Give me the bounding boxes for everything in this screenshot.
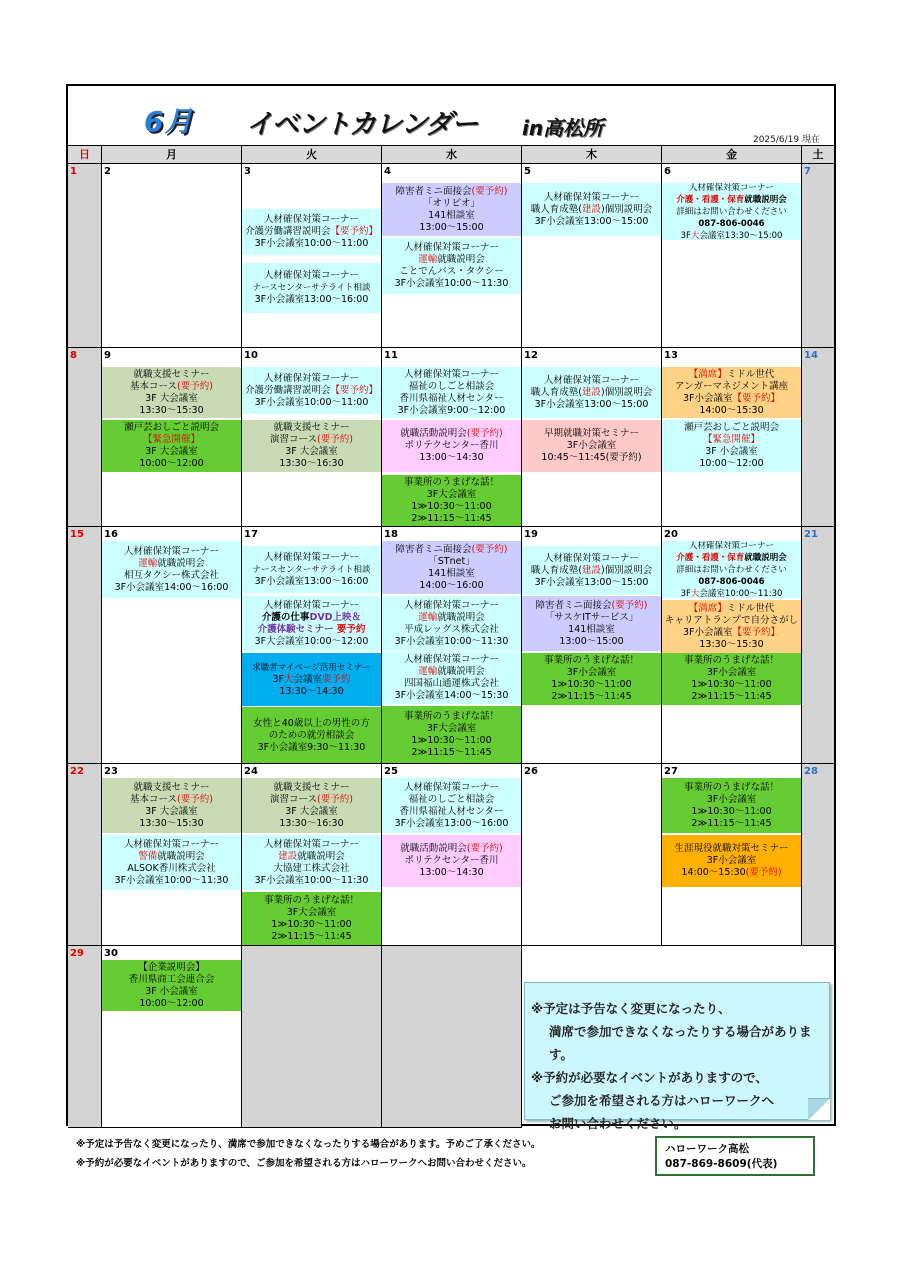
event-line: 3F 小会議室 xyxy=(705,446,758,457)
event-line: 13:00～14:30 xyxy=(419,867,484,878)
event-block xyxy=(102,778,241,833)
day-cell-10 xyxy=(242,348,382,527)
event-line: 事業所のうまげな話！ xyxy=(543,655,639,666)
event-line: 087-806-0046 xyxy=(698,218,765,229)
event-line: 1≫10:30～11:00 xyxy=(411,735,492,746)
day-cell-1 xyxy=(68,164,102,348)
event-line: 3F大会議室10:00～12:00 xyxy=(254,635,369,647)
event-line: 3F小会議室13:00～16:00 xyxy=(254,294,369,305)
event-block xyxy=(382,238,521,294)
event-line: 141相談室 xyxy=(568,623,615,635)
day-number: 24 xyxy=(244,766,258,777)
event-block xyxy=(382,706,521,764)
event-line: 運輸就職説明会 xyxy=(418,666,485,677)
footer-note: ※予約が必要なイベントがありますので、ご参加を希望される方はハローワークへお問い合わせください。 xyxy=(76,1158,532,1169)
title-month: 6月 xyxy=(144,105,194,138)
event-line: 1≫10:30～11:00 xyxy=(271,918,352,930)
day-cell-7 xyxy=(802,164,834,348)
day-cell-29 xyxy=(68,946,102,1128)
event-block xyxy=(102,960,241,1011)
event-line: 13:30～16:30 xyxy=(279,458,344,469)
calendar-frame xyxy=(66,84,836,1126)
event-line: 3F小会議室13:00～16:00 xyxy=(394,817,509,829)
event-line: 3F小会議室13:00～15:00 xyxy=(534,576,649,588)
day-number: 4 xyxy=(384,166,391,177)
day-number: 3 xyxy=(244,166,251,177)
day-number: 12 xyxy=(524,350,538,361)
day-cell-8 xyxy=(68,348,102,527)
event-block xyxy=(242,778,381,833)
event-line: 就職活動説明会(要予約) xyxy=(400,428,503,439)
notice-line: ご参加を希望される方はハローワークへ xyxy=(549,1093,775,1108)
event-line: 就職支援セミナー xyxy=(133,781,210,793)
event-line: 2≫11:15～11:45 xyxy=(411,747,492,758)
day-cell-6 xyxy=(662,164,802,348)
event-block xyxy=(242,653,381,706)
event-line: 人材確保対策コーナー xyxy=(263,270,359,281)
day-cell-14 xyxy=(802,348,834,527)
day-cell-9 xyxy=(102,348,242,527)
event-line: 人材確保対策コーナー xyxy=(123,838,219,850)
day-cell-19 xyxy=(522,527,662,764)
event-block xyxy=(382,541,521,594)
event-line: 3F小会議室 xyxy=(566,667,617,678)
event-line: 介護・看護・保育就職説明会 xyxy=(676,552,787,563)
event-line: 2≫11:15～11:45 xyxy=(271,930,352,942)
event-line: 介護体験セミナー 要予約 xyxy=(257,623,366,635)
event-line: 141相談室 xyxy=(428,567,475,579)
notice-line: お問い合わせください。 xyxy=(549,1116,687,1131)
event-line: 事業所のうまげな話！ xyxy=(683,781,779,793)
event-line: 基本コース(要予約) xyxy=(130,380,213,392)
day-cell-12 xyxy=(522,348,662,527)
notice-line: ※予定は予告なく変更になったり、 xyxy=(531,1001,731,1016)
event-block xyxy=(242,209,381,255)
event-block xyxy=(242,546,381,593)
event-line: 3F小会議室13:00～15:00 xyxy=(534,398,649,410)
event-line: 人材確保対策コーナー xyxy=(123,545,219,557)
day-number: 10 xyxy=(244,350,258,361)
event-line: 3F大会議室 xyxy=(286,906,337,918)
day-number: 17 xyxy=(244,529,258,540)
day-cell-11 xyxy=(382,348,522,527)
day-cell-27 xyxy=(662,764,802,946)
day-of-week-1: 月 xyxy=(102,146,242,164)
event-line: 事業所のうまげな話！ xyxy=(403,477,499,488)
event-line: 2≫11:15～11:45 xyxy=(411,513,492,524)
event-line: 1≫10:30～11:00 xyxy=(551,679,632,690)
event-line: 13:30～14:30 xyxy=(279,685,344,697)
event-line: 詳細はお問い合わせください xyxy=(676,206,787,217)
footer-note: ※予定は予告なく変更になったり、満席で参加できなくなったりする場合があります。予めご了承ください。 xyxy=(76,1139,541,1150)
event-line: 人材確保対策コーナー xyxy=(263,214,359,225)
title-row xyxy=(68,86,834,146)
day-number: 26 xyxy=(524,766,538,777)
event-line: 【満席】ミドル世代 xyxy=(688,368,775,380)
event-line: 女性と40歳以上の男性の方 xyxy=(253,717,370,729)
event-line: 13:30～15:30 xyxy=(139,404,204,416)
office-name: ハローワーク高松 xyxy=(665,1143,749,1155)
event-line: 3F大会議室要予約 xyxy=(272,673,351,685)
title-place: in高松所 xyxy=(522,116,604,140)
day-of-week-2: 火 xyxy=(242,146,382,164)
event-line: ナースセンターサテライト相談 xyxy=(252,283,371,293)
event-line: 人材確保対策コーナー xyxy=(688,183,774,193)
event-line: 3F小会議室 xyxy=(706,667,757,678)
event-block xyxy=(522,183,661,236)
day-cell-17 xyxy=(242,527,382,764)
event-line: 3F大会議室 xyxy=(426,489,477,500)
event-line: 事業所のうまげな話！ xyxy=(263,894,359,906)
event-block xyxy=(662,367,801,418)
day-number: 14 xyxy=(804,350,818,361)
event-line: 3F 小会議室 xyxy=(145,985,198,997)
event-line: 1≫10:30～11:00 xyxy=(411,501,492,512)
event-line: 3F 大会議室 xyxy=(145,392,198,404)
event-line: 運輸就職説明会 xyxy=(418,254,485,265)
event-line: 3F 大会議室 xyxy=(285,805,338,817)
event-line: 警備就職説明会 xyxy=(138,850,205,862)
event-line: 3F小会議室 xyxy=(566,440,617,451)
event-line: 13:00～15:00 xyxy=(559,635,624,647)
event-line: 瀬戸芸おしごと説明会 xyxy=(683,422,779,433)
event-line: 香川県商工会連合会 xyxy=(128,973,215,985)
event-line: 障害者ミニ面接会(要予約) xyxy=(535,599,648,611)
day-of-week-header xyxy=(68,146,834,164)
day-number: 16 xyxy=(104,529,118,540)
event-line: 3F小会議室10:00～11:00 xyxy=(254,396,369,408)
event-line: 【緊急開催】 xyxy=(142,434,200,445)
event-line: 10:00～12:00 xyxy=(699,458,764,469)
event-line: 3F小会議室【要予約】 xyxy=(682,626,781,638)
event-block xyxy=(382,367,521,418)
day-cell-21 xyxy=(802,527,834,764)
event-line: 2≫11:15～11:45 xyxy=(691,817,772,829)
day-number: 25 xyxy=(384,766,398,777)
event-line: 人材確保対策コーナー xyxy=(263,372,359,384)
event-block xyxy=(242,263,381,313)
event-line: 3F小会議室10:00～11:00 xyxy=(254,238,369,249)
event-line: 【企業説明会】 xyxy=(138,961,205,973)
day-number: 23 xyxy=(104,766,118,777)
event-block xyxy=(242,892,381,945)
event-line: 3F小会議室10:00～11:30 xyxy=(254,874,369,886)
event-line: 職人育成塾(建設)個別説明会 xyxy=(530,564,653,576)
event-line: 14:00～15:30 xyxy=(699,404,764,416)
event-line: 人材確保対策コーナー xyxy=(263,551,359,563)
event-line: 早期就職対策セミナー xyxy=(543,428,639,439)
event-block xyxy=(662,835,801,887)
event-line: 人材確保対策コーナー xyxy=(403,368,499,380)
event-block xyxy=(102,420,241,472)
event-line: 3F小会議室9:30～11:30 xyxy=(257,741,366,753)
event-line: ナースセンターサテライト相談 xyxy=(252,564,371,575)
as-of-date: 2025/6/19 現在 xyxy=(752,135,820,145)
event-block xyxy=(662,183,801,240)
event-block xyxy=(242,707,381,764)
day-of-week-3: 水 xyxy=(382,146,522,164)
event-line: ポリテクセンター香川 xyxy=(404,440,499,451)
event-line: ポリテクセンター香川 xyxy=(404,855,499,866)
event-line: 13:00～14:30 xyxy=(419,452,484,463)
notice-line: ※予約が必要なイベントがありますので、 xyxy=(531,1070,768,1085)
day-cell-28 xyxy=(802,764,834,946)
event-line: 3F小会議室14:00～16:00 xyxy=(114,581,229,593)
event-line: 3F小会議室 xyxy=(706,793,757,805)
event-line: 1≫10:30～11:00 xyxy=(691,679,772,690)
event-line: 求職者マイページ活用セミナー xyxy=(252,662,371,673)
event-block xyxy=(382,596,521,651)
event-line: 演習コース(要予約) xyxy=(270,434,353,445)
event-line: 10:45～11:45(要予約) xyxy=(541,452,642,463)
event-line: 10:00～12:00 xyxy=(139,458,204,469)
event-line: 13:00～15:00 xyxy=(419,221,484,233)
event-line: 13:30～15:30 xyxy=(139,817,204,829)
event-line: 3F小会議室13:00～16:00 xyxy=(254,575,369,587)
event-line: 「STnet」 xyxy=(428,555,475,567)
day-number: 2 xyxy=(104,166,111,177)
event-block xyxy=(102,835,241,890)
event-block xyxy=(662,541,801,598)
event-line: 事業所のうまげな話！ xyxy=(683,655,779,666)
day-number: 29 xyxy=(70,948,84,959)
event-block xyxy=(522,367,661,418)
day-number: 30 xyxy=(104,948,118,959)
event-line: 3F 大会議室 xyxy=(285,446,338,457)
empty-cell xyxy=(242,946,382,1128)
day-cell-26 xyxy=(522,764,662,946)
event-block xyxy=(662,778,801,833)
event-line: 【満席】ミドル世代 xyxy=(688,602,775,614)
event-line: 人材確保対策コーナー xyxy=(403,242,499,253)
event-line: 就職支援セミナー xyxy=(133,368,210,380)
event-block xyxy=(382,652,521,704)
event-block xyxy=(522,653,661,705)
event-line: 障害者ミニ面接会(要予約) xyxy=(395,185,508,197)
day-number: 11 xyxy=(384,350,398,361)
day-of-week-6: 土 xyxy=(812,148,824,161)
event-line: 運輸就職説明会 xyxy=(418,611,485,623)
event-line: 人材確保対策コーナー xyxy=(543,374,639,386)
day-of-week-0: 日 xyxy=(68,146,102,164)
event-line: 四国福山通運株式会社 xyxy=(403,678,499,689)
empty-cell xyxy=(382,946,522,1128)
event-line: 瀬戸芸おしごと説明会 xyxy=(123,422,219,433)
event-line: 087-806-0046 xyxy=(698,576,765,587)
event-line: 3F小会議室【要予約】 xyxy=(682,392,781,404)
event-line: 3F小会議室 xyxy=(706,855,757,866)
day-cell-4 xyxy=(382,164,522,348)
day-cell-20 xyxy=(662,527,802,764)
event-block xyxy=(102,367,241,418)
event-line: 3F小会議室10:00～11:30 xyxy=(394,278,509,289)
event-block xyxy=(662,653,801,705)
event-line: 相互タクシー株式会社 xyxy=(123,569,219,581)
event-line: 3F 大会議室 xyxy=(145,805,198,817)
day-number: 18 xyxy=(384,529,398,540)
day-cell-2 xyxy=(102,164,242,348)
day-cell-15 xyxy=(68,527,102,764)
day-number: 20 xyxy=(664,529,678,540)
event-line: 14:00～16:00 xyxy=(419,579,484,591)
event-line: 人材確保対策コーナー xyxy=(543,191,639,203)
event-line: 就職支援セミナー xyxy=(273,781,350,793)
day-cell-16 xyxy=(102,527,242,764)
day-number: 15 xyxy=(70,529,84,540)
event-line: 人材確保対策コーナー xyxy=(403,599,499,611)
event-line: 就職活動説明会(要予約) xyxy=(400,843,503,854)
event-line: 介護の仕事DVD上映＆ xyxy=(261,611,362,623)
day-of-week-4: 木 xyxy=(522,146,662,164)
event-line: 介護・看護・保育就職説明会 xyxy=(676,194,787,205)
event-line: 「オリビオ」 xyxy=(422,197,480,209)
event-line: 3F大会議室13:30～15:00 xyxy=(680,230,783,240)
day-cell-3 xyxy=(242,164,382,348)
event-line: 1≫10:30～11:00 xyxy=(691,805,772,817)
event-block xyxy=(242,367,381,414)
day-cell-23 xyxy=(102,764,242,946)
event-line: アンガーマネジメント講座 xyxy=(674,380,789,392)
event-line: 3F小会議室10:00～11:30 xyxy=(394,635,509,647)
event-line: 人材確保対策コーナー xyxy=(543,552,639,564)
event-line: 13:30～16:30 xyxy=(279,817,344,829)
event-line: 3F小会議室10:00～11:30 xyxy=(114,874,229,886)
event-block xyxy=(382,835,521,887)
day-number: 7 xyxy=(804,166,811,177)
day-number: 13 xyxy=(664,350,678,361)
day-cell-13 xyxy=(662,348,802,527)
day-of-week-5: 金 xyxy=(662,146,802,164)
day-cell-24 xyxy=(242,764,382,946)
event-line: 介護労働講習説明会【要予約】 xyxy=(244,226,379,237)
event-line: ALSOK香川株式会社 xyxy=(127,862,216,874)
event-line: 香川県福祉人材センター xyxy=(399,392,504,404)
event-block xyxy=(522,596,661,651)
event-line: 人材確保対策コーナー xyxy=(263,599,359,611)
event-line: 大協建工株式会社 xyxy=(273,862,350,874)
day-cell-30 xyxy=(102,946,242,1128)
event-line: 生涯現役就職対策セミナー xyxy=(674,843,789,854)
day-cell-18 xyxy=(382,527,522,764)
event-line: 2≫11:15～11:45 xyxy=(551,691,632,702)
event-line: 香川県福祉人材センター xyxy=(399,805,504,817)
day-cell-5 xyxy=(522,164,662,348)
title-main: イベントカレンダー xyxy=(246,109,478,140)
event-line: のための就労相談会 xyxy=(268,729,355,741)
event-line: 平成レッグス株式会社 xyxy=(404,623,499,635)
notice-box xyxy=(524,982,830,1131)
event-line: 14:00～15:30(要予約) xyxy=(681,867,782,878)
day-number: 9 xyxy=(104,350,111,361)
event-line: 13:30～15:30 xyxy=(699,638,764,650)
day-number: 19 xyxy=(524,529,538,540)
contact-box xyxy=(655,1136,815,1176)
event-line: ことでんバス・タクシー xyxy=(399,266,504,277)
notice-line: 満席で参加できなくなったりする場合があります。 xyxy=(549,1024,812,1062)
day-number: 22 xyxy=(70,766,84,777)
event-line: 詳細はお問い合わせください xyxy=(676,564,787,575)
event-line: 人材確保対策コーナー xyxy=(403,654,499,665)
event-line: 就職支援セミナー xyxy=(273,422,350,433)
event-line: 運輸就職説明会 xyxy=(138,557,205,569)
event-block xyxy=(662,420,801,472)
event-line: 演習コース(要予約) xyxy=(270,793,353,805)
event-line: 障害者ミニ面接会(要予約) xyxy=(395,543,508,555)
event-block xyxy=(382,183,521,236)
event-line: 職人育成塾(建設)個別説明会 xyxy=(530,203,653,215)
event-line: 人材確保対策コーナー xyxy=(263,838,359,850)
event-line: 基本コース(要予約) xyxy=(130,793,213,805)
day-cell-25 xyxy=(382,764,522,946)
day-cell-22 xyxy=(68,764,102,946)
event-line: 3F小会議室14:00～15:30 xyxy=(394,690,509,701)
event-line: 3F小会議室9:00～12:00 xyxy=(397,404,506,416)
event-line: 職人育成塾(建設)個別説明会 xyxy=(530,386,653,398)
page-curl-decoration xyxy=(808,1098,830,1120)
event-line: 10:00～12:00 xyxy=(139,997,204,1009)
event-block xyxy=(662,600,801,653)
day-number: 1 xyxy=(70,166,77,177)
event-line: 介護労働講習説明会【要予約】 xyxy=(244,384,379,396)
event-block xyxy=(102,541,241,598)
event-line: 2≫11:15～11:45 xyxy=(691,691,772,702)
event-line: 福祉のしごと相談会 xyxy=(408,380,495,392)
day-number: 6 xyxy=(664,166,671,177)
event-block xyxy=(382,778,521,833)
event-line: 建設就職説明会 xyxy=(278,850,345,862)
event-block xyxy=(242,596,381,651)
event-line: 人材確保対策コーナー xyxy=(403,781,499,793)
event-line: 福祉のしごと相談会 xyxy=(408,793,495,805)
office-phone: 087-869-8609(代表) xyxy=(665,1158,778,1170)
day-number: 5 xyxy=(524,166,531,177)
event-line: 3F大会議室10:00～11:30 xyxy=(680,588,783,598)
day-number: 8 xyxy=(70,350,77,361)
event-block xyxy=(522,546,661,595)
event-block xyxy=(522,420,661,472)
day-number: 21 xyxy=(804,529,818,540)
event-line: 3F 大会議室 xyxy=(145,446,198,457)
event-block xyxy=(242,835,381,890)
event-line: 事業所のうまげな話！ xyxy=(403,711,499,722)
event-block xyxy=(382,475,521,527)
event-line: 人材確保対策コーナー xyxy=(688,541,774,551)
event-line: 141相談室 xyxy=(428,209,475,221)
event-line: 【緊急開催】 xyxy=(702,434,760,445)
event-line: 3F大会議室 xyxy=(426,723,477,734)
day-number: 27 xyxy=(664,766,678,777)
day-number: 28 xyxy=(804,766,818,777)
event-block xyxy=(382,420,521,472)
event-line: 「サスケITサービス」 xyxy=(544,611,639,623)
event-line: キャリアトランプで自分さがし xyxy=(664,614,799,626)
event-line: 3F小会議室13:00～15:00 xyxy=(534,215,649,227)
event-block xyxy=(242,420,381,472)
